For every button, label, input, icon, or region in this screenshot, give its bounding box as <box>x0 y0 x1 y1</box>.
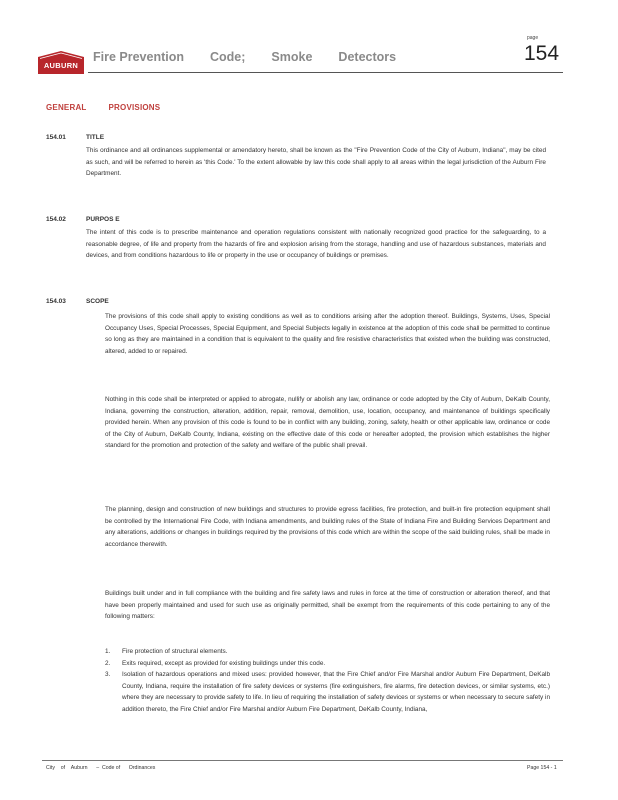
section-text: The intent of this code is to prescribe maintenance and operation regulations consistent with nationally recognized good practice for the safeguarding, to a reasonable degree, of life and property from the hazards of fire and explosion arising from the storage, handling and use of hazardous substances, materials and devices, and from conditions hazardous to life or property in the use or occupancy of buildings or premises. <box>86 229 546 260</box>
title-part: Code; <box>210 50 246 64</box>
header-divider <box>88 72 563 73</box>
footer-word: Auburn <box>70 765 88 771</box>
footer-word: – <box>96 765 100 771</box>
section-heading <box>46 103 160 112</box>
title-part: Detectors <box>338 50 397 64</box>
list-item <box>105 658 550 670</box>
footer-left <box>46 765 155 771</box>
scope-list <box>105 646 550 716</box>
scope-paragraph: The provisions of this code shall apply to existing conditions as well as to conditions arising after the adoption thereof. Buildings, Systems, Uses, Special Occupancy Uses, Special Processes, Special Equipment, and Special Subjects legally in existence at the adoption of this code shall be permitted to continue so long as they are maintained in a condition that is equivalent to the quality and fire resistive characteristics that existed when the building was constructed, altered, added to or repaired. <box>105 313 550 355</box>
section-number: 154.02 <box>46 216 66 223</box>
scope-paragraph: Nothing in this code shall be interpreted or applied to abrogate, nullify or abolish any law, ordinance or code adopted by the City of Auburn, DeKalb County, Indiana, governing the construction, alteration, addition, repair, removal, demolition, use, location, occupancy, and maintenance of buildings specifically provided herein. When any provision of this code is found to be in conflict with any building, zoning, safety, health or other applicable law, ordinance or code of the City of Auburn, DeKalb County, Indiana, existing on the effective date of this code or hereafter adopted, the provision which establishes the higher standard for the promotion and protection of the safety and welfare of the public shall prevail. <box>105 396 550 450</box>
footer-word: of <box>60 765 66 771</box>
section-title: TITLE <box>86 134 105 141</box>
section-number: 154.01 <box>46 134 66 141</box>
list-text: Isolation of hazardous operations and mixed uses: provided however, that the Fire Chief and/or Fire Marshal and/or Auburn Fire Department, DeKalb County, Indiana, require the installation of fire safety devices or systems (fire extinguishers, fire alarms, fire detection devices, or similar systems, etc.) where they are necessary to provide safety to life. In lieu of requiring the installation of safety devices or systems or when necessary to secure safety in addition thereto, the Fire Chief and/or Fire Marshal and/or Auburn Fire Department, DeKalb County, Indiana, <box>122 671 550 713</box>
list-number: 2. <box>105 659 111 667</box>
section-title: SCOPE <box>86 298 109 305</box>
title-part: Fire Prevention <box>93 50 184 64</box>
section-title: PURPOS E <box>86 216 120 223</box>
title-part: Smoke <box>271 50 313 64</box>
auburn-logo <box>37 50 85 75</box>
section-word: GENERAL <box>46 103 87 112</box>
list-item <box>105 669 550 715</box>
footer-word: Ordinances <box>128 765 156 771</box>
page-title <box>93 50 422 64</box>
logo-text: AUBURN <box>43 61 79 70</box>
list-text: Exits required, except as provided for existing buildings under this code. <box>122 659 326 667</box>
section-word: PROVISIONS <box>108 103 161 112</box>
section-number: 154.03 <box>46 298 66 305</box>
list-item <box>105 646 550 658</box>
list-text: Fire protection of structural elements. <box>122 648 228 655</box>
list-number: 1. <box>105 648 111 655</box>
footer-divider <box>42 760 563 761</box>
footer-word: City <box>46 765 55 771</box>
footer-page: Page 154 - 1 <box>527 765 557 771</box>
scope-paragraph: Buildings built under and in full compliance with the building and fire safety laws and rules in force at the time of construction or alteration thereof, and that have been properly maintained and used for such use as originally permitted, shall be exempt from the requirements of this code pertaining to any of the following matters: <box>105 590 550 621</box>
footer-word: Code of <box>101 765 121 771</box>
section-text: This ordinance and all ordinances supplemental or amendatory hereto, shall be known as the "Fire Prevention Code of the City of Auburn, Indiana", may be cited as such, and will be referred to herein as 'this Code.' To the extent allowable by law this code shall apply to all areas within the legal jurisdiction of the Auburn Fire Department. <box>86 147 546 178</box>
list-number: 3. <box>105 671 111 679</box>
page-label: page <box>527 35 539 41</box>
page-number: 154 <box>524 42 560 65</box>
scope-paragraph: The planning, design and construction of new buildings and structures to provide egress facilities, fire protection, and built-in fire protection equipment shall be controlled by the International Fire Code, with Indiana amendments, and building rules of the State of Indiana Fire and Building Services Department and any alterations, additions or changes in buildings required by the provisions of this code which are within the scope of the said building rules, shall be made in accordance therewith. <box>105 506 550 548</box>
